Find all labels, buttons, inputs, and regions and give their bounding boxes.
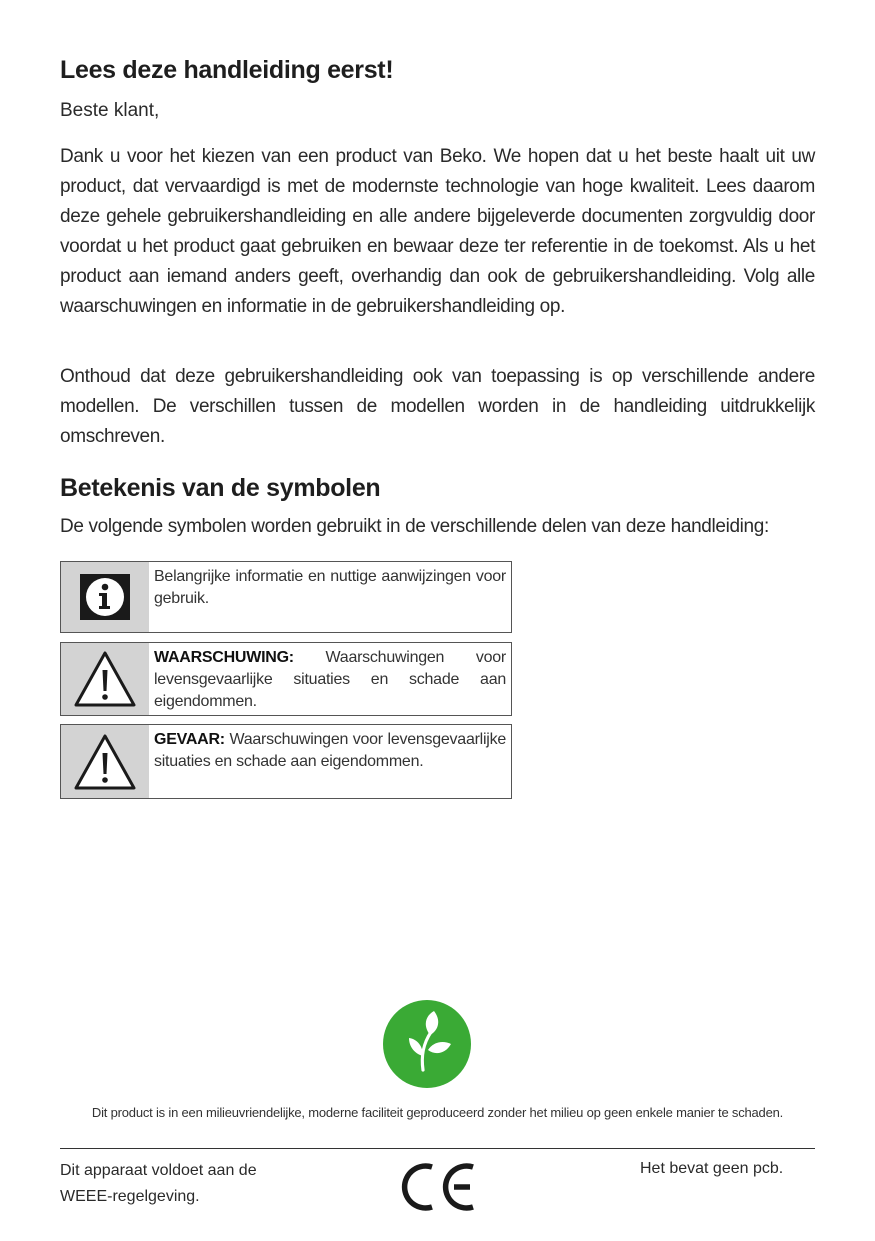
warning-triangle-icon	[61, 643, 149, 715]
eco-statement: Dit product is in een milieuvriendelijke, moderne faciliteit geproduceerd zonder het milieu op geen enkele manier te schaden.	[91, 1105, 784, 1120]
symbols-intro: De volgende symbolen worden gebruikt in de verschillende delen van deze handleiding:	[60, 516, 769, 537]
warning-text: Waarschuwingen voor levensgevaarlijke situaties en schade aan eigendommen.	[154, 649, 506, 710]
weee-statement	[60, 1158, 257, 1210]
weee-line-1: Dit apparaat voldoet aan de	[60, 1162, 257, 1179]
danger-description	[149, 725, 511, 798]
danger-text: Waarschuwingen voor levensgevaarlijke situaties en schade aan eigendommen.	[154, 731, 506, 770]
intro-paragraph: Dank u voor het kiezen van een product van Beko. We hopen dat u het beste haalt uit uw product, dat vervaardigd is met de modernste technologie van hoge kwaliteit. Lees daarom deze gehele gebruikershandleiding en alle andere bijgeleverde documenten zorgvuldig door voordat u het product gaat gebruiken en bewaar deze ter referentie in de toekomst. Als u het product aan iemand anders geeft, overhandig dan ook de gebruikershandleiding. Volg alle waarschuwingen en informatie in de gebruikershandleiding op.	[60, 146, 815, 317]
symbol-box-warning	[60, 642, 512, 716]
footer-divider	[60, 1148, 815, 1149]
greeting: Beste klant,	[60, 100, 160, 121]
info-description: Belangrijke informatie en nuttige aanwijzingen voor gebruik.	[154, 568, 506, 607]
page-title: Lees deze handleiding eerst!	[60, 56, 394, 84]
danger-label: GEVAAR:	[154, 731, 225, 748]
pcb-statement: Het bevat geen pcb.	[640, 1160, 784, 1177]
warning-label: WAARSCHUWING:	[154, 649, 294, 666]
models-paragraph: Onthoud dat deze gebruikershandleiding ook van toepassing is op verschillende andere modellen. De verschillen tussen de modellen worden in de handleiding uitdrukkelijk omschreven.	[60, 366, 815, 447]
warning-description	[149, 643, 511, 715]
leaf-icon	[383, 1000, 471, 1088]
symbol-box-info	[60, 561, 512, 633]
section-heading-symbols: Betekenis van de symbolen	[60, 474, 381, 502]
weee-line-2: WEEE-regelgeving.	[60, 1188, 200, 1205]
info-icon	[61, 562, 149, 632]
symbol-box-danger	[60, 724, 512, 799]
danger-triangle-icon	[61, 725, 149, 798]
ce-mark-icon	[398, 1159, 476, 1215]
